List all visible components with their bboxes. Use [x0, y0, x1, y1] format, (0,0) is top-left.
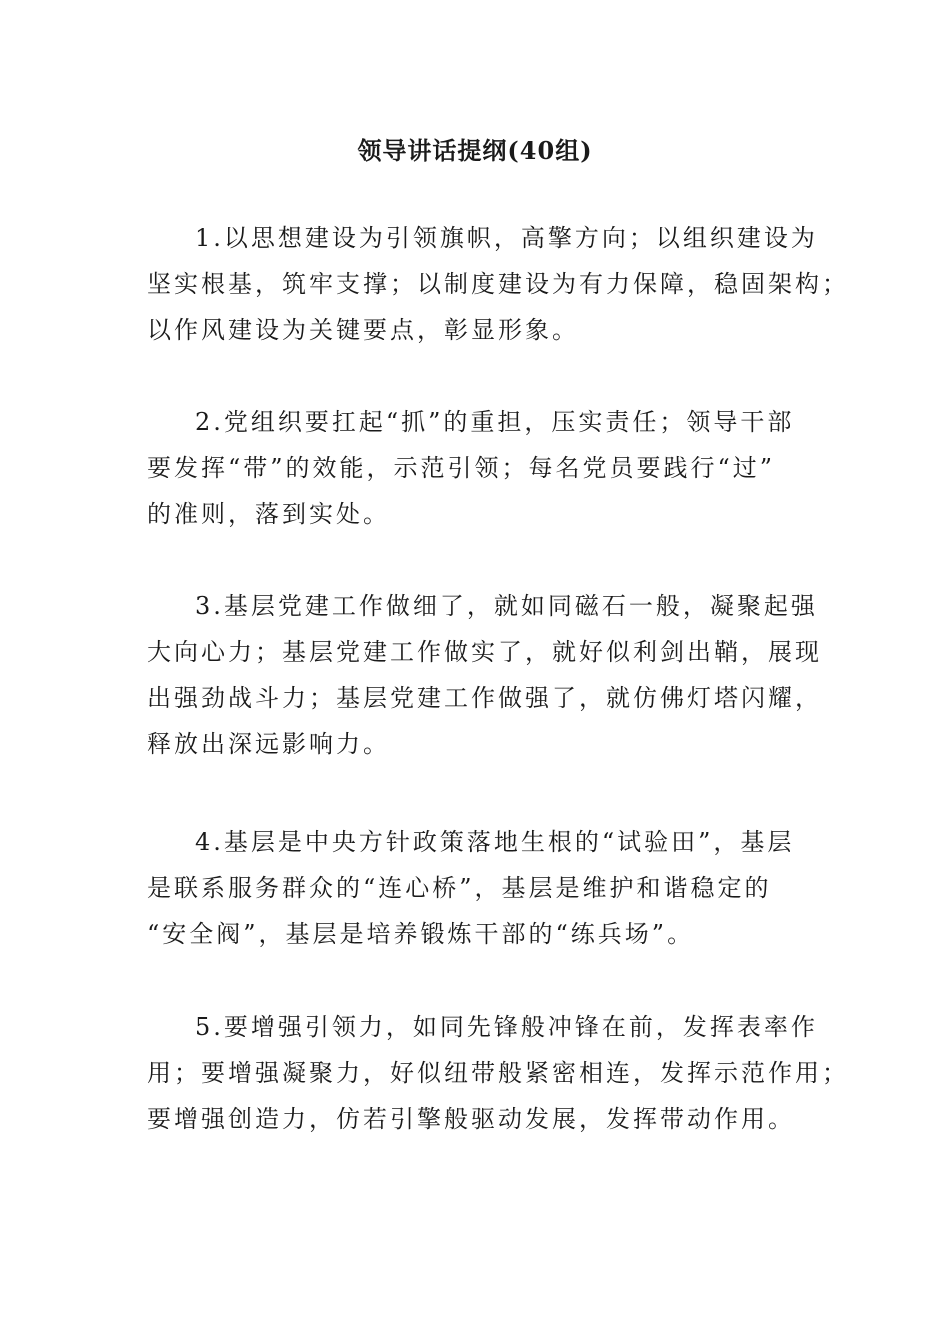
paragraph-line: 是联系服务群众的“连心桥”，基层是维护和谐稳定的 [147, 874, 772, 902]
paragraph-line: 2.党组织要扛起“抓”的重担，压实责任；领导干部 [195, 408, 795, 436]
paragraph-line: 以作风建设为关键要点，彰显形象。 [147, 316, 579, 344]
paragraph-5 [147, 1004, 849, 1142]
paragraph-1 [147, 215, 849, 353]
paragraph-line: 出强劲战斗力；基层党建工作做强了，就仿佛灯塔闪耀， [147, 684, 822, 712]
paragraph-line: 4.基层是中央方针政策落地生根的“试验田”，基层 [195, 828, 795, 856]
paragraph-line: 大向心力；基层党建工作做实了，就好似利剑出鞘，展现 [147, 638, 822, 666]
paragraph-line: 要发挥“带”的效能，示范引领；每名党员要践行“过” [147, 454, 776, 482]
paragraph-2 [147, 399, 807, 537]
document-title: 领导讲话提纲(40组) [357, 136, 593, 165]
paragraph-line: 3.基层党建工作做细了，就如同磁石一般，凝聚起强 [195, 592, 818, 620]
paragraph-line: 要增强创造力，仿若引擎般驱动发展，发挥带动作用。 [147, 1105, 795, 1133]
paragraph-line: 坚实根基，筑牢支撑；以制度建设为有力保障，稳固架构； [147, 270, 849, 298]
paragraph-line: 1.以思想建设为引领旗帜，高擎方向；以组织建设为 [195, 224, 818, 252]
paragraph-line: 释放出深远影响力。 [147, 730, 390, 758]
paragraph-line: 的准则，落到实处。 [147, 500, 390, 528]
paragraph-line: “安全阀”，基层是培养锻炼干部的“练兵场”。 [147, 920, 695, 948]
paragraph-line: 5.要增强引领力，如同先锋般冲锋在前，发挥表率作 [195, 1013, 818, 1041]
paragraph-3 [147, 583, 822, 767]
paragraph-4 [147, 819, 807, 957]
paragraph-line: 用；要增强凝聚力，好似纽带般紧密相连，发挥示范作用； [147, 1059, 849, 1087]
